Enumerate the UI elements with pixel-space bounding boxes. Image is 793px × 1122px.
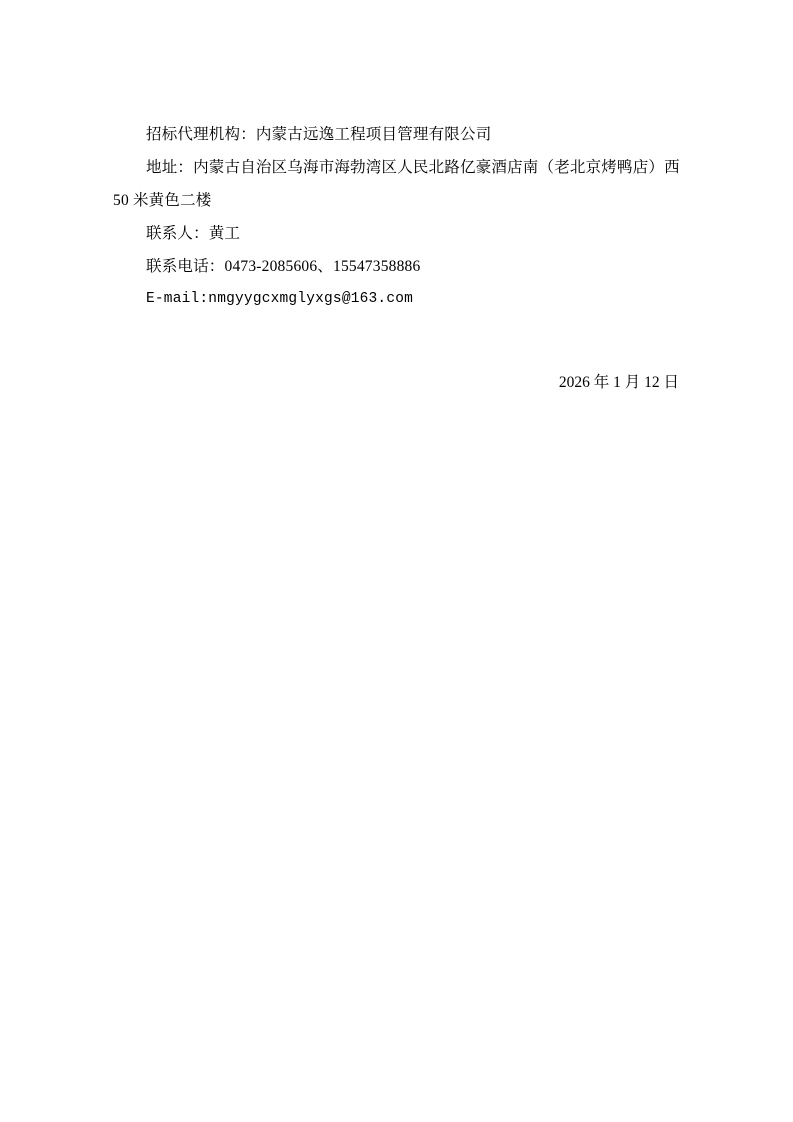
contact-person-line: 联系人：黄工 bbox=[146, 225, 241, 242]
email-line: E-mail:nmgyygcxmglyxgs@163.com bbox=[146, 291, 414, 307]
contact-phone-line: 联系电话：0473-2085606、15547358886 bbox=[146, 258, 421, 275]
document-body bbox=[113, 118, 683, 399]
agency-line: 招标代理机构：内蒙古远逸工程项目管理有限公司 bbox=[146, 126, 492, 143]
address-line: 地址：内蒙古自治区乌海市海勃湾区人民北路亿豪酒店南（老北京烤鸭店）西 50 米黄色二楼 bbox=[113, 159, 684, 209]
document-date: 2026 年 1 月 12 日 bbox=[558, 374, 679, 391]
